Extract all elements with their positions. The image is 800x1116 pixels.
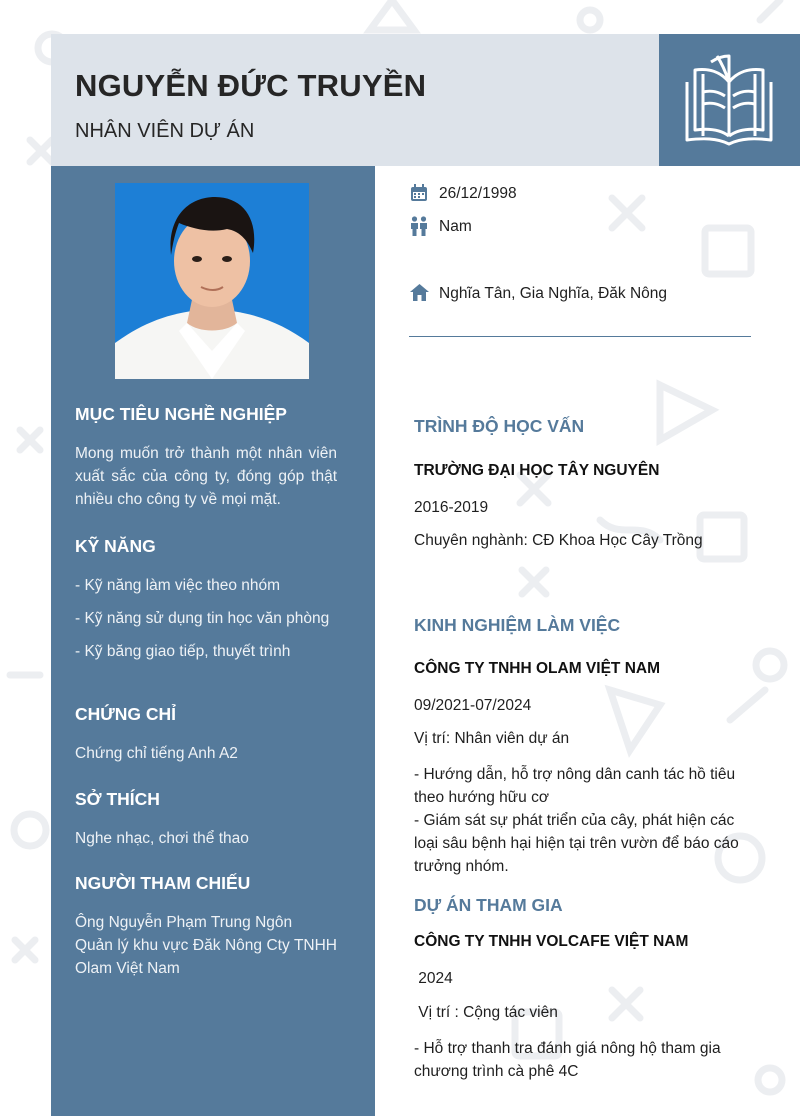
gender: Nam: [439, 218, 472, 235]
project-duty: - Hỗ trợ thanh tra đánh giá nông hộ tham gia chương trình cà phê 4C: [414, 1040, 721, 1080]
experience-position: Vị trí: Nhân viên dự án: [414, 730, 570, 747]
gender-icon: [410, 216, 428, 236]
open-book-icon: [681, 52, 777, 146]
reference-name: Ông Nguyễn Phạm Trung Ngôn: [75, 914, 293, 931]
education-major: Chuyên nghành: CĐ Khoa Học Cây Trồng: [414, 532, 703, 549]
project-role: Vị trí : Cộng tác viên: [414, 1004, 558, 1021]
project-year: 2024: [414, 970, 453, 987]
address: Nghĩa Tân, Gia Nghĩa, Đăk Nông: [439, 285, 668, 302]
experience-heading: KINH NGHIỆM LÀM VIỆC: [414, 615, 621, 635]
objective-text: Mong muốn trở thành một nhân viên xuất sắc của công ty, đóng góp thật nhiều cho công ty về mọi mặt.: [75, 445, 337, 508]
reference-position: Quản lý khu vực Đăk Nông Cty TNHH Olam Việt Nam: [75, 937, 337, 977]
experience-duty: - Hướng dẫn, hỗ trợ nông dân canh tác hồ tiêu theo hướng hữu cơ: [414, 766, 736, 806]
home-icon: [410, 284, 429, 301]
skill-item: - Kỹ năng làm việc theo nhóm: [75, 577, 281, 594]
objective-section: [75, 404, 337, 511]
experience-company: CÔNG TY TNHH OLAM VIỆT NAM: [414, 660, 660, 677]
projects-heading: DỰ ÁN THAM GIA: [414, 895, 563, 915]
calendar-icon: [410, 184, 428, 202]
education-heading: TRÌNH ĐỘ HỌC VẤN: [414, 416, 585, 436]
project-company: CÔNG TY TNHH VOLCAFE VIỆT NAM: [414, 933, 689, 950]
skill-item: - Kỹ năng sử dụng tin học văn phòng: [75, 610, 330, 627]
sidebar: [51, 166, 375, 1116]
header: [51, 34, 659, 166]
objective-heading: MỤC TIÊU NGHỀ NGHIỆP: [75, 404, 287, 424]
certificates-heading: CHỨNG CHỈ: [75, 704, 177, 724]
hobbies-heading: SỞ THÍCH: [75, 789, 160, 809]
job-title: NHÂN VIÊN DỰ ÁN: [75, 120, 255, 142]
profile-photo: [115, 183, 309, 379]
hobbies-section: [75, 789, 337, 850]
certificate-text: Chứng chỉ tiếng Anh A2: [75, 745, 238, 762]
reference-heading: NGƯỜI THAM CHIẾU: [75, 873, 251, 893]
experience-duty: - Giám sát sự phát triển của cây, phát hiện các loại sâu bệnh hại hiện tại trên vườn để báo cáo trưởng nhóm.: [414, 812, 739, 875]
skill-item: - Kỹ băng giao tiếp, thuyết trình: [75, 643, 291, 660]
education-school: TRƯỜNG ĐẠI HỌC TÂY NGUYÊN: [414, 462, 660, 479]
experience-period: 09/2021-07/2024: [414, 697, 532, 714]
hobbies-text: Nghe nhạc, chơi thể thao: [75, 830, 249, 847]
full-name: NGUYỄN ĐỨC TRUYỀN: [75, 68, 427, 103]
education-period: 2016-2019: [414, 499, 489, 516]
logo-box: [659, 34, 800, 166]
reference-section: [75, 873, 337, 980]
skills-heading: KỸ NĂNG: [75, 536, 156, 556]
skills-section: [75, 536, 337, 663]
date-of-birth: 26/12/1998: [439, 185, 517, 202]
certificates-section: [75, 704, 337, 765]
divider: [409, 336, 751, 337]
